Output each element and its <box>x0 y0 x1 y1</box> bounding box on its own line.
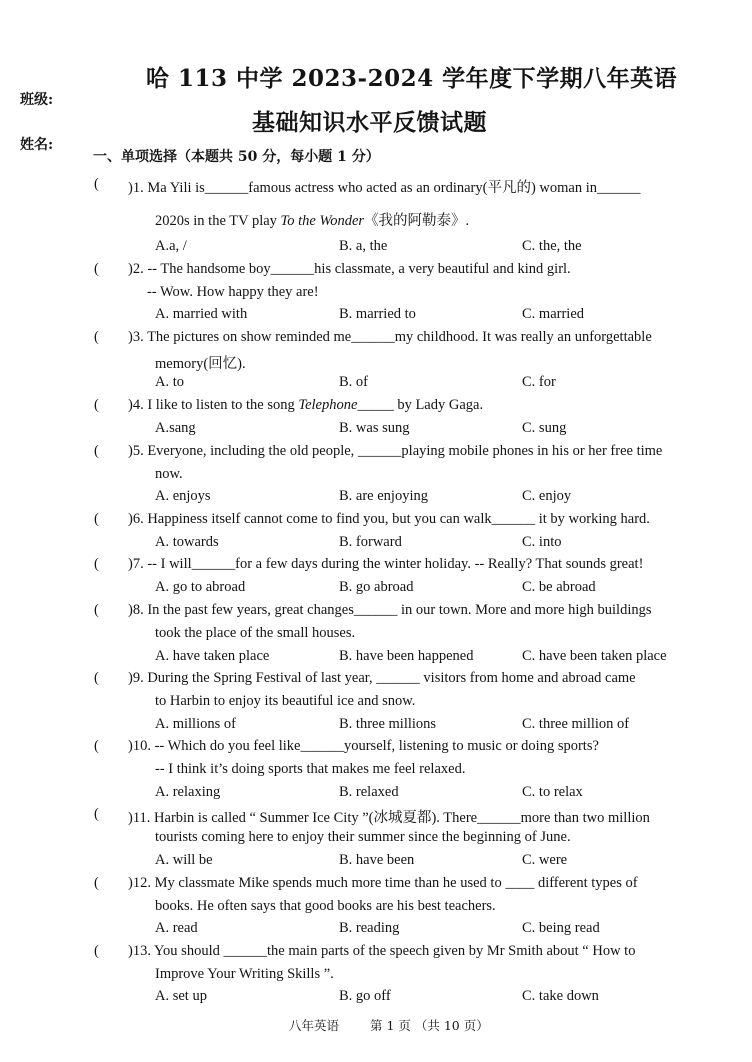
q9-stem: )9. During the Spring Festival of last year, ______ visitors from home and abroad came <box>128 670 636 686</box>
name-label: 姓名: <box>20 137 54 153</box>
q7-stem: )7. -- I will______for a few days during the winter holiday. -- Really? That sounds great! <box>128 556 644 572</box>
q1-stem-line2: 2020s in the TV play To the Wonder《我的阿勒泰》. <box>155 213 470 229</box>
q2-paren: ( <box>94 261 99 277</box>
q13-stem: )13. You should ______the main parts of the speech given by Mr Smith about “ How to <box>128 943 636 959</box>
q13-option-a: A. set up <box>155 988 207 1004</box>
q1-option-c: C. the, the <box>522 238 582 254</box>
q13-paren: ( <box>94 943 99 959</box>
q12-stem: )12. My classmate Mike spends much more time than he used to ____ different types of <box>128 875 638 891</box>
q3-option-c: C. for <box>522 374 556 390</box>
footer-subject: 八年英语 <box>289 1018 340 1033</box>
q5-option-a: A. enjoys <box>155 488 211 504</box>
q11-option-a: A. will be <box>155 852 213 868</box>
q10-option-b: B. relaxed <box>339 784 399 800</box>
footer-page-number: 第 1 页 （共 10 页） <box>370 1018 489 1033</box>
q3-stem-line2: memory(回忆). <box>155 356 246 372</box>
q6-option-b: B. forward <box>339 534 402 550</box>
q12-option-c: C. being read <box>522 920 600 936</box>
q4-paren: ( <box>94 397 99 413</box>
q1-option-a: A.a, / <box>155 238 187 254</box>
q12-stem-line2: books. He often says that good books are his best teachers. <box>155 898 496 914</box>
q7-paren: ( <box>94 556 99 572</box>
title-line-1: 哈 113 中学 2023-2024 学年度下学期八年英语 <box>146 65 678 92</box>
q9-option-a: A. millions of <box>155 716 236 732</box>
q7-option-b: B. go abroad <box>339 579 414 595</box>
q13-stem-line2: Improve Your Writing Skills ”. <box>155 966 334 982</box>
q2-stem-line2: -- Wow. How happy they are! <box>147 284 319 300</box>
q5-stem-line2: now. <box>155 466 183 482</box>
q11-option-c: C. were <box>522 852 568 868</box>
q5-paren: ( <box>94 443 99 459</box>
q10-option-a: A. relaxing <box>155 784 221 800</box>
q9-option-c: C. three million of <box>522 716 630 732</box>
q13-option-c: C. take down <box>522 988 599 1004</box>
q10-paren: ( <box>94 738 99 754</box>
q10-stem-line2: -- I think it’s doing sports that makes me feel relaxed. <box>155 761 466 777</box>
class-label: 班级: <box>20 92 54 108</box>
q3-paren: ( <box>94 329 99 345</box>
q9-stem-line2: to Harbin to enjoy its beautiful ice and snow. <box>155 693 416 709</box>
q6-stem: )6. Happiness itself cannot come to find you, but you can walk______ it by working hard. <box>128 511 650 527</box>
q5-option-b: B. are enjoying <box>339 488 428 504</box>
q3-stem: )3. The pictures on show reminded me______my childhood. It was really an unforgettable <box>128 329 652 345</box>
q2-option-a: A. married with <box>155 306 248 322</box>
title-line-2: 基础知识水平反馈试题 <box>252 109 487 136</box>
q2-option-b: B. married to <box>339 306 416 322</box>
q11-stem-line2: tourists coming here to enjoy their summer since the beginning of June. <box>155 829 571 845</box>
q8-stem-line2: took the place of the small houses. <box>155 625 356 641</box>
q6-paren: ( <box>94 511 99 527</box>
q2-option-c: C. married <box>522 306 585 322</box>
q12-option-a: A. read <box>155 920 198 936</box>
q5-option-c: C. enjoy <box>522 488 572 504</box>
q9-option-b: B. three millions <box>339 716 437 732</box>
q10-option-c: C. to relax <box>522 784 583 800</box>
q6-option-a: A. towards <box>155 534 219 550</box>
q8-paren: ( <box>94 602 99 618</box>
q9-paren: ( <box>94 670 99 686</box>
q7-option-a: A. go to abroad <box>155 579 246 595</box>
q1-paren: ( <box>94 176 99 192</box>
q10-stem: )10. -- Which do you feel like______yourself, listening to music or doing sports? <box>128 738 599 754</box>
q1-option-b: B. a, the <box>339 238 388 254</box>
q4-option-b: B. was sung <box>339 420 410 436</box>
q3-option-b: B. of <box>339 374 368 390</box>
q8-option-c: C. have been taken place <box>522 648 667 664</box>
q4-option-c: C. sung <box>522 420 567 436</box>
q7-option-c: C. be abroad <box>522 579 596 595</box>
q8-stem: )8. In the past few years, great changes______ in our town. More and more high buildings <box>128 602 652 618</box>
q8-option-a: A. have taken place <box>155 648 270 664</box>
q8-option-b: B. have been happened <box>339 648 474 664</box>
q12-option-b: B. reading <box>339 920 400 936</box>
q4-stem: )4. I like to listen to the song Telephone_____ by Lady Gaga. <box>128 397 484 413</box>
q4-option-a: A.sang <box>155 420 196 436</box>
section-heading: 一、单项选择（本题共 50 分，每小题 1 分） <box>93 149 380 165</box>
q11-stem: )11. Harbin is called “ Summer Ice City ”(冰城夏都). There______more than two million <box>128 810 650 826</box>
q2-stem: )2. -- The handsome boy______his classmate, a very beautiful and kind girl. <box>128 261 571 277</box>
q5-stem: )5. Everyone, including the old people, ______playing mobile phones in his or her free time <box>128 443 663 459</box>
q12-paren: ( <box>94 875 99 891</box>
q11-paren: ( <box>94 806 99 822</box>
q1-stem: )1. Ma Yili is______famous actress who acted as an ordinary(平凡的) woman in______ <box>128 180 641 196</box>
q3-option-a: A. to <box>155 374 184 390</box>
q13-option-b: B. go off <box>339 988 391 1004</box>
q6-option-c: C. into <box>522 534 562 550</box>
q11-option-b: B. have been <box>339 852 415 868</box>
